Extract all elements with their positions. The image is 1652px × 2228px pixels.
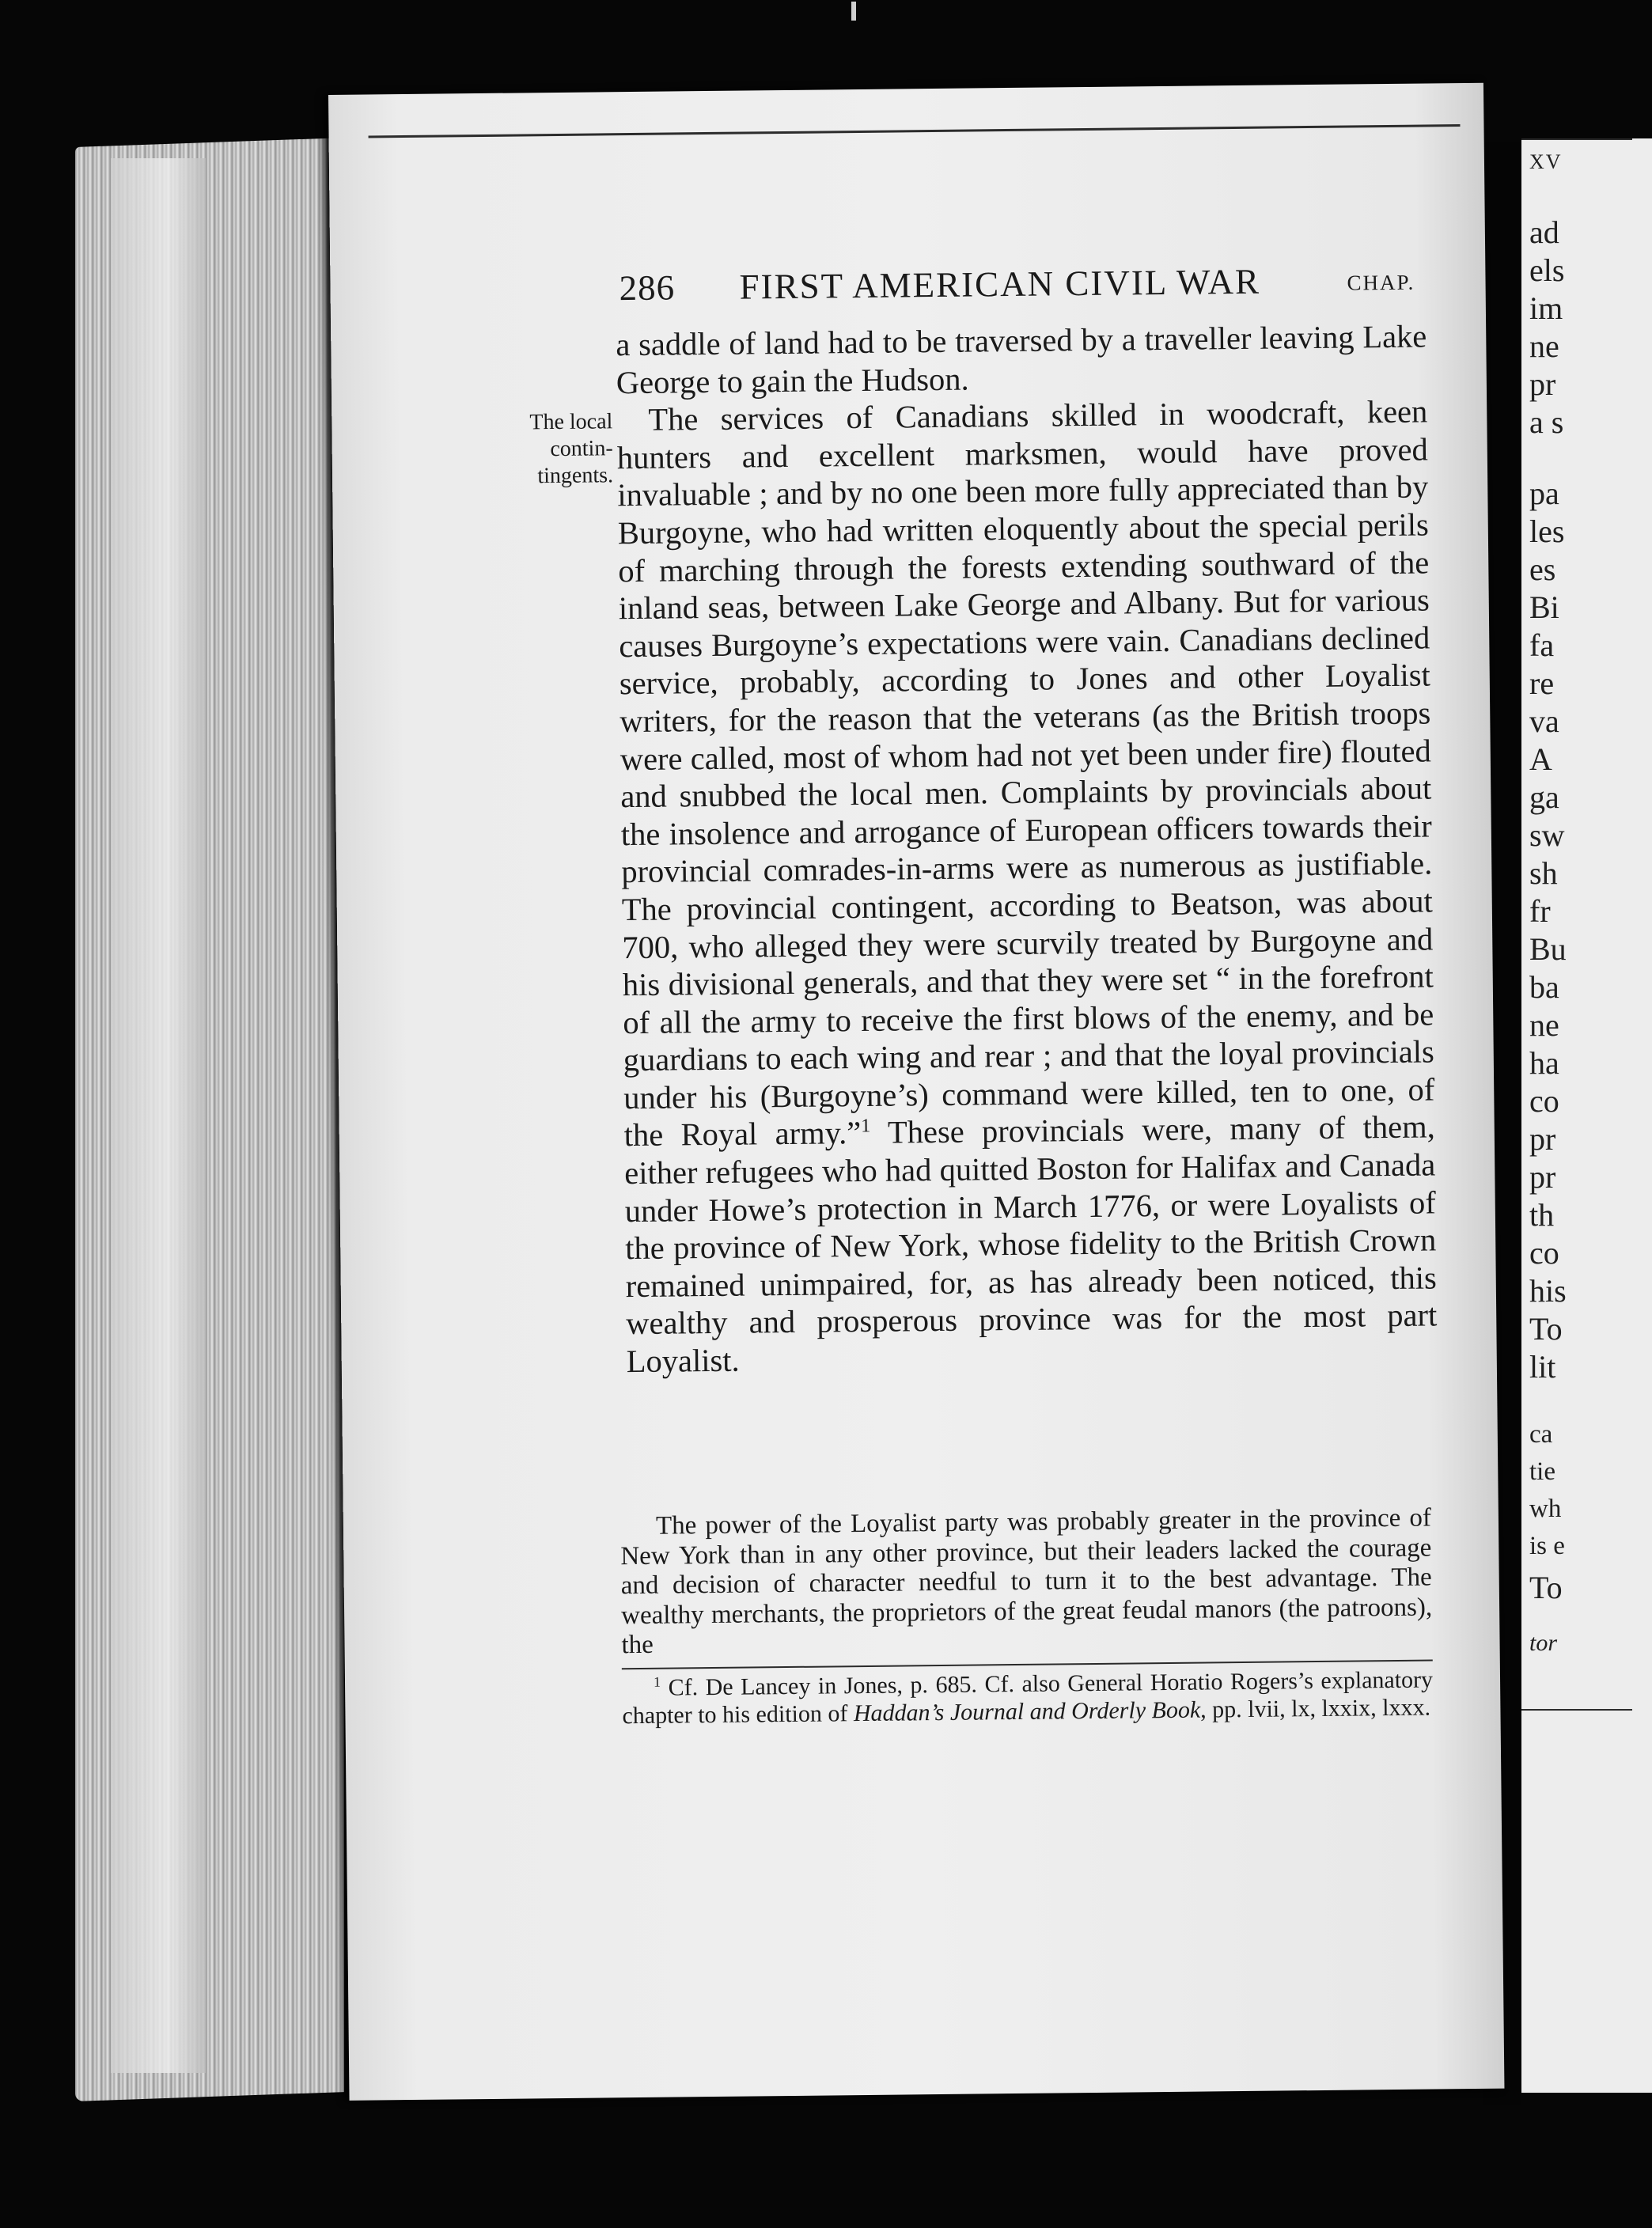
margin-note-line: tingents.: [537, 463, 614, 489]
chapter-label: CHAP.: [1347, 270, 1415, 295]
facing-page-text-fragment: XV: [1529, 150, 1563, 173]
facing-page-text-fragment: re: [1529, 665, 1555, 701]
facing-page-text-fragment: ad: [1529, 214, 1559, 250]
running-head: [619, 259, 1438, 309]
paragraph: a saddle of land had to be traversed by a traveller leaving Lake George to gain the Hudson.: [616, 318, 1427, 400]
facing-page-footnote-rule: [1521, 1709, 1632, 1711]
margin-note-line: contin-: [550, 436, 613, 462]
footnote-italic-title: Haddan’s Journal and Orderly Book: [853, 1696, 1201, 1727]
page-number: 286: [619, 267, 676, 309]
paragraph: [616, 393, 1438, 1381]
facing-page-text-fragment: a s: [1529, 404, 1564, 440]
facing-page-text-fragment: his: [1529, 1273, 1567, 1309]
margin-note: [490, 408, 613, 491]
margin-note-line: The local: [529, 409, 613, 435]
facing-page: [1521, 138, 1652, 2093]
facing-page-text-fragment: ne: [1529, 1007, 1559, 1043]
small-type-paragraph: The power of the Loyalist party was probably greater in the province of New York than in any other province, but their leaders lacked the courage and decision of character needful to turn it to the best advantage. The wealthy merchants, the proprietors of the great feudal manors (the patroons), the: [620, 1503, 1433, 1660]
facing-page-text-fragment: im: [1529, 290, 1563, 326]
facing-page-text-fragment: els: [1529, 252, 1565, 288]
facing-page-text-fragment: pr: [1529, 1159, 1556, 1195]
facing-page-text-fragment: A: [1529, 741, 1552, 777]
facing-page-text-fragment: ne: [1529, 328, 1559, 364]
facing-page-text-fragment: pr: [1529, 366, 1556, 402]
facing-page-text-fragment: sh: [1529, 855, 1558, 891]
facing-page-text-fragment: lit: [1529, 1349, 1556, 1385]
facing-page-text-fragment: To: [1529, 1570, 1563, 1605]
running-title: FIRST AMERICAN CIVIL WAR: [739, 261, 1261, 307]
paragraph-text: The services of Canadians skilled in woodcraft, keen hunters and excellent marksmen, would have proved invaluable ; and by no one been more fully appreciated than by Burgoyne, who had written eloquently about the special perils of marching through the forests extending southward of the inland seas, between Lake George and Albany. But for various causes Burgoyne’s expectations were vain. Canadians declined service, probably, according to Jones and other Loyalist writers, for the reason that the veterans (as the British troops were called, most of whom had not yet been under fire) flouted and snubbed the local men. Complaints by provincials about the insolence and arrogance of European officers towards their provincial comrades-in-arms were as numerous as justifiable. The provincial contingent, according to Beatson, was about 700, who alleged they were scurvily treated by Burgoyne and his divisional generals, and that they were set “ in the forefront of all the army to receive the first blows of the enemy, and be guardians to each wing and rear ; and that the loyal provincials under his (Burgoyne’s) command were killed, ten to one, of the Royal army.”: [616, 393, 1435, 1154]
facing-page-text-fragment: pa: [1529, 476, 1559, 511]
facing-page-text-fragment: wh: [1529, 1495, 1562, 1523]
facing-page-text-fragment: To: [1529, 1311, 1563, 1347]
footnote: [622, 1665, 1434, 1730]
footnote-reference: 1: [861, 1115, 871, 1137]
facing-page-text-fragment: fa: [1529, 627, 1555, 663]
facing-page-text-fragment: co: [1529, 1083, 1559, 1119]
facing-page-text-fragment: es: [1529, 551, 1556, 587]
facing-page-text-fragment: pr: [1529, 1121, 1556, 1157]
footnote-text: Cf. De Lancey in Jones, p. 685. Cf. also General Horatio Rogers’s explanatory chapter to his edition of: [622, 1666, 1434, 1730]
book-page-edges-highlight: [111, 158, 206, 2073]
facing-page-text-fragment: ha: [1529, 1045, 1559, 1081]
facing-page-text-fragment: les: [1529, 513, 1565, 549]
facing-page-text-fragment: tie: [1529, 1457, 1555, 1486]
facing-page-text-fragment: tor: [1529, 1630, 1558, 1656]
body-text: [616, 317, 1438, 1380]
facing-page-text-fragment: va: [1529, 703, 1559, 739]
facing-page-text-fragment: fr: [1529, 893, 1551, 929]
facing-page-top-rule: [1521, 138, 1632, 140]
facing-page-text-fragment: ba: [1529, 969, 1559, 1005]
facing-page-text-fragment: Bi: [1529, 589, 1559, 625]
book-page: [328, 83, 1504, 2101]
facing-page-text-fragment: sw: [1529, 817, 1565, 853]
footnote-mark: 1: [653, 1673, 661, 1690]
facing-page-text-fragment: ca: [1529, 1420, 1553, 1449]
facing-page-text-fragment: is e: [1529, 1532, 1565, 1560]
facing-page-text-fragment: co: [1529, 1235, 1559, 1271]
facing-page-text-fragment: ga: [1529, 779, 1559, 815]
footnote-text: , pp. lvii, lx, lxxix, lxxx.: [1199, 1694, 1431, 1723]
facing-page-text-fragment: th: [1529, 1197, 1555, 1233]
facing-page-text-fragment: Bu: [1529, 931, 1567, 967]
paragraph-text: These provincials were, many of them, either refugees who had quitted Boston for Halifax and Canada under Howe’s protection in March 1776, or were Loyalists of the province of New York, whose fidelity to the British Crown remained unimpaired, for, as has already been noticed, this wealthy and prosperous province was for the most part Loyalist.: [624, 1108, 1438, 1380]
scan-mark: [851, 2, 856, 21]
